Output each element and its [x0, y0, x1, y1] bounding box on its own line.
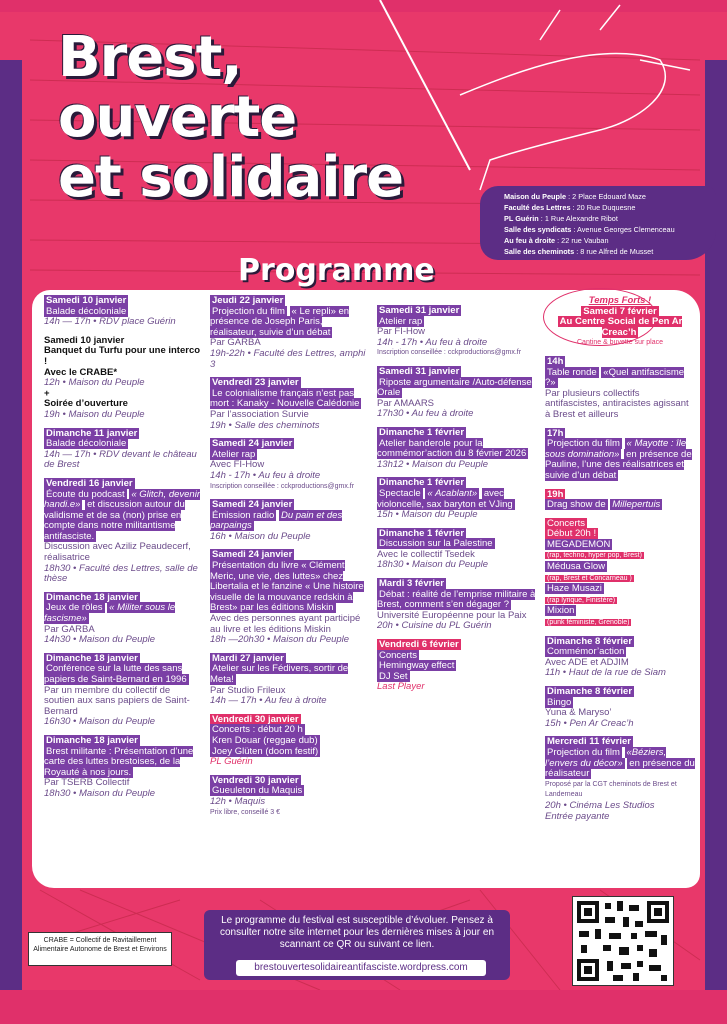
event-item: Jeudi 22 janvier Projection du film « Le repli» en présence de Joseph Paris, réalisateur, suivie d’un débat Par GARBA 19h-22h • Faculté des Lettres, amphi 3	[210, 295, 366, 370]
qr-code[interactable]	[572, 896, 674, 986]
event-item: Dimanche 1 février Discussion sur la Palestine Avec le collectif Tsedek 18h30 • Maison du Peuple	[377, 527, 493, 571]
event-item: Samedi 31 janvier Riposte argumentaire /Auto-défense Orale Par AMAARS 17h30 • Au feu à droite	[377, 365, 532, 420]
venue-item: Salle des syndicats : Avenue Georges Clemenceau	[504, 225, 675, 234]
crabe-definition: CRABE = Collectif de Ravitaillement Alimentaire Autonome de Brest et Environs	[28, 932, 172, 966]
concert-lineup: Concerts Début 20h ! MEGADEMON (rap, techno, hyper pop, Brest) Médusa Glow (rap, Brest et Concarneau ) Haze Musazi (rap lyrique, Finistère) Mixion (punk féministe, Grenoble)	[547, 517, 642, 627]
event-item: Samedi 24 janvier Présentation du livre « Clément Meric, une vie, des luttes» chez Libertalia et le fanzine « Une histoire visuelle de la mouvance redskin à Brest» par les éditions Miskin Avec des personnes ayant participé au livre et les éditions Miskin 18h —20h30 • Maison du Peuple	[210, 549, 364, 646]
event-item: Samedi 10 janvier Balade décoloniale 14h — 17h • RDV place Guérin	[44, 295, 176, 328]
event-item: Dimanche 18 janvier Brest militante : Présentation d’une carte des luttes brestoises, de la Royauté à nos jours. Par TSERB Collectif 18h30 • Maison du Peuple	[44, 734, 194, 799]
venue-item: Au feu à droite : 22 rue Vauban	[504, 236, 609, 245]
event-item: Samedi 10 janvier Banquet du Turfu pour une interco ! Avec le CRABE* 12h • Maison du Peuple + Soirée d’ouverture 19h • Maison du Peuple	[44, 334, 201, 420]
event-item: Dimanche 8 février Bingo Yuna & Maryso’ 15h • Pen Ar Creac’h	[545, 686, 634, 729]
event-item: Mercredi 11 février Projection du film «Béziers, l’envers du décor» en présence du réalisateur Proposé par la CGT cheminots de Brest et Landerneau 20h • Cinéma Les Studios Entrée payante	[545, 736, 695, 822]
event-item: Vendredi 23 janvier Le colonialisme français n’est pas mort : Kanaky - Nouvelle Calédonie Par l’association Survie 19h • Salle des cheminots	[210, 377, 360, 431]
event-item: Dimanche 1 février Atelier banderole pour la commémor’action du 8 février 2026 13h12 • Maison du Peuple	[377, 426, 527, 470]
website-link[interactable]: brestouvertesolidaireantifasciste.wordpress.com	[236, 960, 486, 976]
event-item: 17h Projection du film « Mayotte : île sous domination» en présence de Pauline, l’une des réalisatrices et suivie d’un débat	[545, 427, 692, 481]
program-column-3	[377, 306, 537, 701]
event-item: Dimanche 8 février Commémor’action Avec ADE et ADJIM 11h • Haut de la rue de Siam	[545, 635, 666, 679]
footer-notice-text: Le programme du festival est susceptible d’évoluer. Pensez à consulter notre site internet pour les dernières mises à jour en scannant ce QR ou suivant ce lien.	[219, 915, 495, 950]
program-heading: Programme	[238, 253, 435, 288]
temps-forts-header: Temps Forts ! Samedi 7 février Au Centre Social de Pen Ar Creac’h Cantine & buvette sur place	[559, 295, 683, 347]
venue-item: Salle des cheminots : 8 rue Alfred de Musset	[504, 247, 654, 256]
program-column-1	[44, 296, 202, 808]
event-item: Vendredi 16 janvier Écoute du podcast « Glitch, devenir handi.e» et discussion autour du validisme et de sa (non) prise en compte dans notre militantisme antifasciste. Discussion avec Aziliz Peaudecerf, réalisatrice 18h30 • Faculté des Lettres, salle de thèse	[44, 477, 200, 585]
poster-title	[58, 25, 404, 210]
program-column-4	[545, 296, 695, 830]
bottom-band	[0, 990, 727, 1024]
event-item: Samedi 31 janvier Atelier rap Par FI-How 14h - 17h • Au feu à droite Inscription conseillée : cckproductions@gmx.fr	[377, 305, 522, 357]
venue-item: PL Guérin : 1 Rue Alexandre Ribot	[504, 214, 618, 223]
event-item: Dimanche 11 janvier Balade décoloniale 14h — 17h • RDV devant le château de Brest	[44, 427, 197, 471]
event-item: Dimanche 18 janvier Jeux de rôles « Militer sous le fascisme» Par GARBA 14h30 • Maison du Peuple	[44, 591, 176, 646]
event-item: Vendredi 30 janvier Gueuleton du Maquis 12h • Maquis Prix libre, conseillé 3 €	[210, 774, 303, 816]
venues-list	[480, 186, 716, 260]
event-item: Dimanche 1 février Spectacle « Acablant» avec violoncelle, sax baryton et VJing 15h • Maison du Peuple	[377, 477, 513, 521]
event-item: Samedi 24 janvier Atelier rap Avec FI-How 14h - 17h • Au feu à droite Inscription conseillée : cckproductions@gmx.fr	[210, 438, 355, 490]
event-item: Samedi 24 janvier Émission radio Du pain et des parpaings 16h • Maison du Peuple	[210, 499, 343, 542]
event-item: Dimanche 18 janvier Conférence sur la lutte des sans papiers de Saint-Bernard en 1996 Par un membre du collectif de soutien aux sans papiers de Saint-Bernard 16h30 • Maison du Peuple	[44, 652, 190, 728]
venue-item: Faculté des Lettres : 20 Rue Duquesne	[504, 203, 636, 212]
program-column-2	[210, 296, 370, 826]
title-line-2: ouverte	[58, 85, 297, 150]
concert-item: Vendredi 30 janvier Concerts : début 20 h Kren Douar (reggae dub) Joey Glüten (doom festif) PL Guérin	[210, 713, 319, 768]
title-line-1: Brest,	[58, 25, 242, 90]
event-item: Mardi 27 janvier Atelier sur les Fédivers, sortir de Meta! Par Studio Frileux 14h — 17h • Au feu à droite	[210, 652, 349, 707]
event-item: 14h Table ronde «Quel antifascisme ?» Par plusieurs collectifs antifascistes, antiracistes agissant à Brest et ailleurs	[545, 355, 689, 420]
venue-item: Maison du Peuple : 2 Place Edouard Maze	[504, 192, 646, 201]
concert-item: Vendredi 6 février Concerts Hemingway effect DJ Set Last Player	[377, 639, 459, 693]
title-line-3: et solidaire	[58, 145, 404, 210]
event-item: 19h Drag show de Millepertuis	[547, 488, 661, 511]
event-item: Mardi 3 février Débat : réalité de l’emprise militaire à Brest, comment s’en dégager ? Université Européenne pour la Paix 20h • Cuisine du PL Guérin	[377, 578, 536, 632]
